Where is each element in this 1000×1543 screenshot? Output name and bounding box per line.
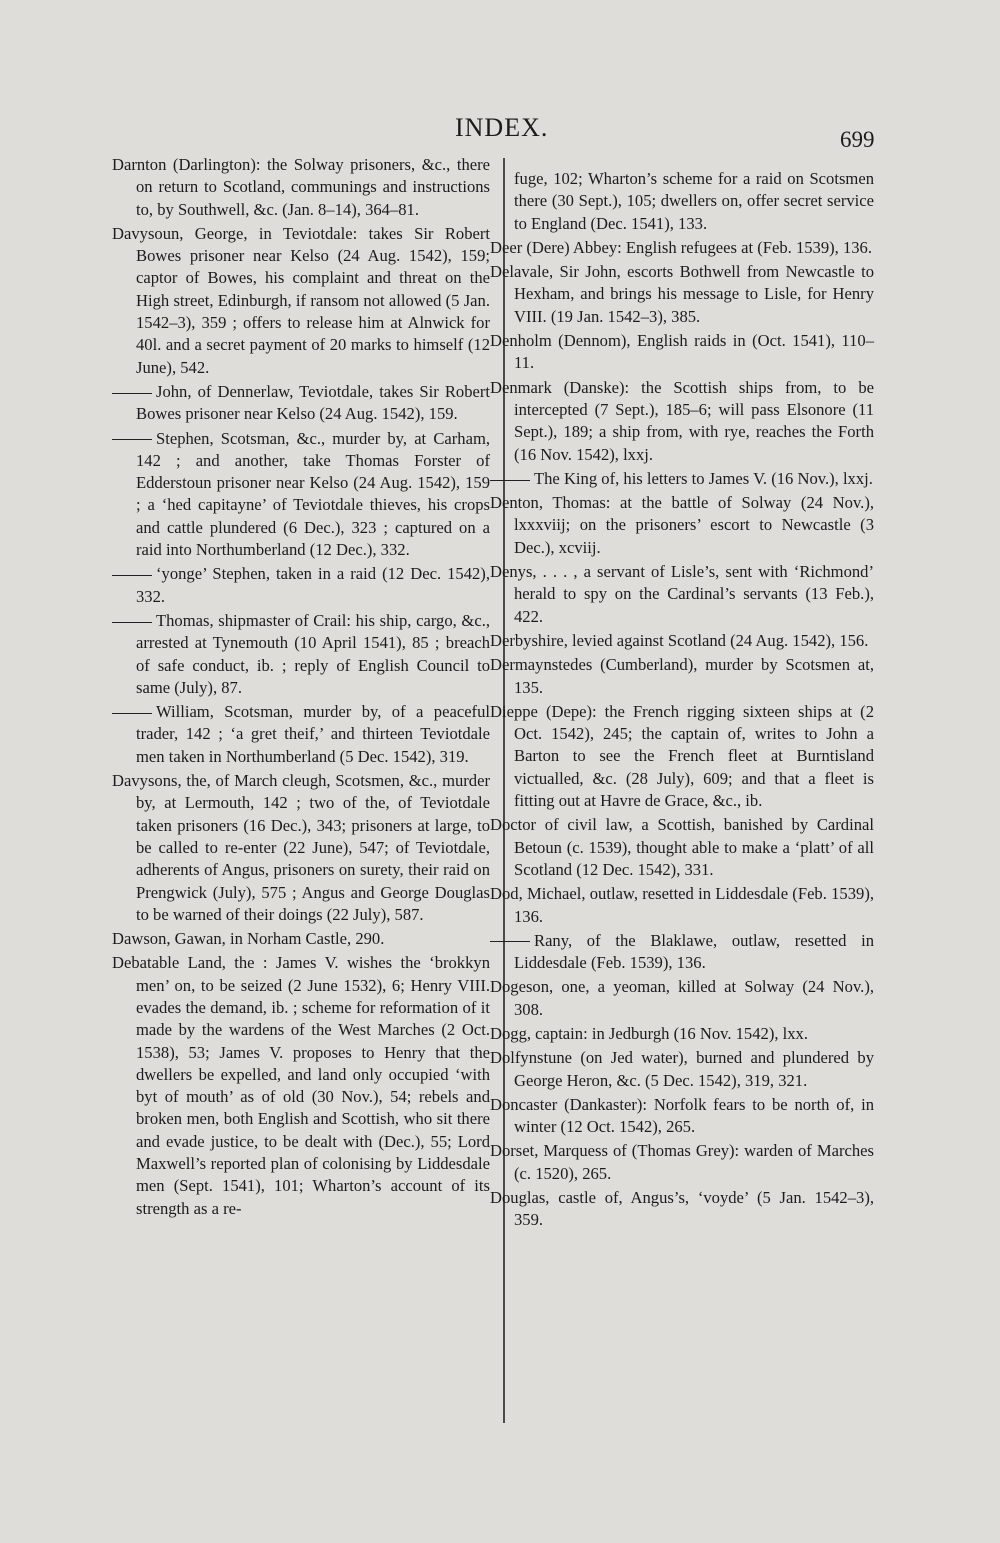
entry-text: Denton, Thomas: at the battle of Solway (24 Nov.), lxxxviij; on the prisoners’ escort to Newcastle (3 Dec.), xcviij. bbox=[490, 493, 874, 557]
index-column-left bbox=[112, 154, 490, 1222]
entry-text: Doncaster (Dankaster): Norfolk fears to be north of, in winter (12 Oct. 1542), 265. bbox=[490, 1094, 874, 1137]
index-entry bbox=[490, 630, 874, 652]
index-entry bbox=[490, 701, 874, 812]
index-subentry bbox=[112, 428, 490, 562]
page-title: INDEX. bbox=[455, 113, 549, 142]
index-entry bbox=[490, 561, 874, 628]
entry-text: Dorset, Marquess of (Thomas Grey): warden of Marches (c. 1520), 265. bbox=[490, 1141, 874, 1183]
entry-text: Stephen, Scotsman, &c., murder by, at Carham, 142 ; and another, take Thomas Forster of Edderstoun prisoner near Kelso (24 Aug. 1542), 159 ; a ‘hed capitayne’ of Teviotdale thieves, his crops and cattle plundered (6 Dec.), 323 ; captured on a raid into Northumberland (12 Dec.), 332. bbox=[136, 428, 490, 560]
ditto-dash bbox=[490, 941, 530, 942]
entry-text: Denys, . . . , a servant of Lisle’s, sent with ‘Richmond’ herald to spy on the Cardinal’s servants (13 Feb.), 422. bbox=[490, 562, 874, 626]
entry-text: Dogeson, one, a yeoman, killed at Solway (24 Nov.), 308. bbox=[490, 977, 874, 1019]
index-entry bbox=[112, 154, 490, 221]
entry-text: Derbyshire, levied against Scotland (24 Aug. 1542), 156. bbox=[490, 630, 869, 650]
index-entry bbox=[490, 976, 874, 1021]
index-entry bbox=[490, 492, 874, 559]
entry-text: Dod, Michael, outlaw, resetted in Liddesdale (Feb. 1539), 136. bbox=[490, 884, 874, 926]
index-entry bbox=[112, 928, 490, 950]
entry-text: Dawson, Gawan, in Norham Castle, 290. bbox=[112, 929, 385, 949]
index-entry bbox=[490, 330, 874, 375]
index-subentry bbox=[490, 468, 874, 490]
entry-text: fuge, 102; Wharton’s scheme for a raid on Scotsmen there (30 Sept.), 105; dwellers on, offer secret service to England (Dec. 1541), 133. bbox=[514, 169, 874, 233]
ditto-dash bbox=[112, 393, 152, 394]
entry-text: Doctor of civil law, a Scottish, banished by Cardinal Betoun (c. 1539), thought able to make a ‘platt’ of all Scotland (12 Dec. 1542), 331. bbox=[490, 815, 874, 879]
index-entry bbox=[112, 952, 490, 1220]
entry-text: Davysoun, George, in Teviotdale: takes Sir Robert Bowes prisoner near Kelso (24 Aug. 1542), 159; captor of Bowes, his complaint and threat on the High street, Edinburgh, if ransom not allowed (5 Jan. 1542–3), 359 ; offers to release him at Alnwick for 40l. and a secret payment of 20 marks to himself (12 June), 542. bbox=[112, 223, 490, 377]
index-entry bbox=[490, 237, 874, 259]
entry-text: William, Scotsman, murder by, of a peaceful trader, 142 ; ‘a gret theif,’ and thirteen Teviotdale men taken in Northumberland (5 Dec. 1542), 319. bbox=[136, 702, 490, 766]
index-entry bbox=[490, 1047, 874, 1092]
ditto-dash bbox=[112, 575, 152, 576]
index-entry bbox=[490, 1023, 874, 1045]
entry-text: Douglas, castle of, Angus’s, ‘voyde’ (5 Jan. 1542–3), 359. bbox=[490, 1188, 874, 1230]
index-entry bbox=[112, 770, 490, 926]
index-entry bbox=[490, 814, 874, 881]
index-entry bbox=[490, 1094, 874, 1139]
index-entry bbox=[112, 223, 490, 379]
ditto-dash bbox=[112, 622, 152, 623]
entry-text: Deer (Dere) Abbey: English refugees at (Feb. 1539), 136. bbox=[490, 237, 872, 257]
page-number: 699 bbox=[840, 127, 875, 152]
entry-text: ‘yonge’ Stephen, taken in a raid (12 Dec. 1542), 332. bbox=[136, 564, 490, 606]
entry-text: The King of, his letters to James V. (16 Nov.), lxxj. bbox=[534, 468, 873, 488]
entry-text: John, of Dennerlaw, Teviotdale, takes Sir Robert Bowes prisoner near Kelso (24 Aug. 1542), 159. bbox=[136, 381, 490, 424]
entry-text: Rany, of the Blaklawe, outlaw, resetted in Liddesdale (Feb. 1539), 136. bbox=[514, 930, 874, 973]
entry-text: Denmark (Danske): the Scottish ships from, to be intercepted (7 Sept.), 185–6; will pass Elsonore (11 Sept.), 189; a ship from, with rye, reaches the Forth (16 Nov. 1542), lxxj. bbox=[490, 377, 874, 464]
index-subentry bbox=[112, 563, 490, 608]
page-header bbox=[0, 113, 1000, 153]
entry-text: Dermaynstedes (Cumberland), murder by Scotsmen at, 135. bbox=[490, 655, 874, 697]
ditto-dash bbox=[112, 713, 152, 714]
index-entry bbox=[490, 1140, 874, 1185]
entry-text: Debatable Land, the : James V. wishes the ‘brokkyn men’ on, to be seized (2 June 1532), 6; Henry VIII. evades the demand, ib. ; scheme for reformation of it made by the wardens of the West Marches (2 Oct. 1538), 53; James V. proposes to Henry that the dwellers be expelled, and land only occupied ‘with byt of mouth’ as of old (30 Nov.), 54; rebels and broken men, both English and Scottish, who sit there and evade justice, to be dealt with (Dec.), 55; Lord Maxwell’s reported plan of colonising by Liddesdale men (Sept. 1541), 101; Wharton’s account of its strength as a re- bbox=[112, 953, 490, 1218]
index-entry bbox=[490, 654, 874, 699]
index-entry bbox=[490, 883, 874, 928]
index-subentry bbox=[112, 610, 490, 699]
index-subentry bbox=[490, 930, 874, 975]
entry-text: Delavale, Sir John, escorts Bothwell from Newcastle to Hexham, and brings his message to Lisle, for Henry VIII. (19 Jan. 1542–3), 385. bbox=[490, 262, 874, 326]
index-column-right bbox=[490, 168, 874, 1234]
entry-text: Darnton (Darlington): the Solway prisoners, &c., there on return to Scotland, communings and instructions to, by Southwell, &c. (Jan. 8–14), 364–81. bbox=[112, 155, 490, 219]
entry-text: Denholm (Dennom), English raids in (Oct. 1541), 110–11. bbox=[490, 331, 874, 373]
entry-text: Davysons, the, of March cleugh, Scotsmen, &c., murder by, at Lermouth, 142 ; two of the, of Teviotdale taken prisoners (16 Dec.), 343; prisoners at large, to be called to re-enter (22 June), 547; of Teviotdale, adherents of Angus, prisoners on surety, their raid on Prengwick (July), 575 ; Angus and George Douglas to be warned of their doings (22 July), 587. bbox=[112, 771, 490, 924]
entry-text: Thomas, shipmaster of Crail: his ship, cargo, &c., arrested at Tynemouth (10 April 1541), 85 ; breach of safe conduct, ib. ; reply of English Council to same (July), 87. bbox=[136, 610, 490, 697]
index-entry-continued bbox=[490, 168, 874, 235]
index-subentry bbox=[112, 381, 490, 426]
ditto-dash bbox=[490, 480, 530, 481]
index-entry bbox=[490, 261, 874, 328]
index-entry bbox=[490, 1187, 874, 1232]
entry-text: Dieppe (Depe): the French rigging sixteen ships at (2 Oct. 1542), 245; the captain of, writes to John a Barton to see the French fleet at Burntisland victualled, &c. (28 July), 609; and that a fleet is fitting out at Havre de Grace, &c., ib. bbox=[490, 701, 874, 811]
index-entry bbox=[490, 377, 874, 466]
entry-text: Dolfynstune (on Jed water), burned and plundered by George Heron, &c. (5 Dec. 1542), 319, 321. bbox=[490, 1048, 874, 1090]
index-subentry bbox=[112, 701, 490, 768]
entry-text: Dogg, captain: in Jedburgh (16 Nov. 1542), lxx. bbox=[490, 1023, 809, 1043]
ditto-dash bbox=[112, 439, 152, 440]
